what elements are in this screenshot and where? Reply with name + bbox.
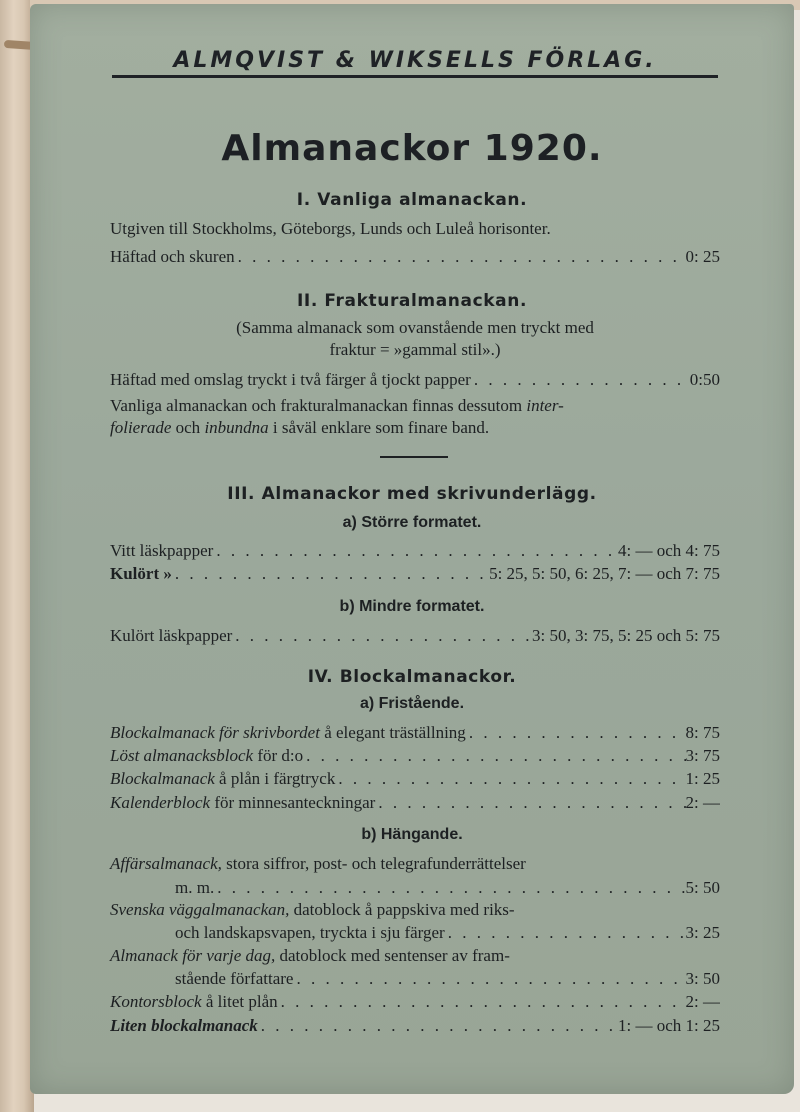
leader-dots	[335, 769, 685, 789]
item-italic: Kontorsblock	[110, 992, 202, 1011]
section-2-description-line-1: (Samma almanack som ovanstående men tryckt med	[236, 318, 594, 337]
leader-dots	[235, 247, 686, 267]
leader-dots	[445, 923, 686, 943]
item-text: å plån i färgtryck	[214, 769, 336, 788]
item-text: stora siffror, post- och telegrafunderrättelser	[221, 854, 526, 873]
entry-line	[110, 900, 720, 920]
item-label: Häftad och skuren	[110, 247, 235, 266]
section-2-note-line-2	[110, 418, 720, 438]
item-price: 4: — och 4: 75	[618, 541, 720, 560]
item-label	[110, 723, 466, 743]
item-text: å litet plån	[201, 992, 278, 1011]
section-4-subheading-b: b) Hängande.	[361, 826, 463, 843]
price-row	[175, 878, 720, 898]
leader-dots	[278, 992, 686, 1012]
leader-dots	[258, 1016, 618, 1036]
item-italic: Blockalmanack	[110, 769, 215, 788]
item-price: 8: 75	[685, 723, 720, 742]
item-label	[110, 564, 172, 584]
item-text: å elegant träställning	[319, 723, 466, 742]
leader-dots	[214, 878, 685, 898]
item-price: 2: —	[685, 992, 720, 1011]
item-price: 0:50	[689, 370, 720, 389]
item-label: och landskapsvapen, tryckta i sju färger	[175, 923, 445, 942]
item-label	[110, 992, 278, 1012]
book-spine	[0, 0, 34, 1112]
item-price: 1: — och 1: 25	[618, 1016, 720, 1035]
item-label: Kulört läskpapper	[110, 626, 233, 645]
price-row	[110, 1016, 720, 1036]
section-2-heading: II. Frakturalmanackan.	[297, 291, 527, 311]
catalog-page	[30, 4, 794, 1094]
publisher-header: ALMQVIST & WIKSELLS FÖRLAG.	[112, 48, 718, 78]
section-3-heading: III. Almanackor med skrivunderlägg.	[227, 484, 597, 504]
item-italic: Almanack för varje dag,	[110, 946, 276, 965]
price-row	[110, 746, 720, 766]
section-2-note-line-1	[110, 396, 720, 416]
item-label	[110, 746, 303, 766]
item-price: 3: 25	[685, 923, 720, 942]
item-price: 5: 50	[685, 878, 720, 897]
section-3-subheading-a: a) Större formatet.	[342, 514, 482, 531]
note-text: i såväl enklare som finare band.	[268, 418, 490, 437]
item-text: för minnesanteckningar	[210, 793, 376, 812]
section-4-heading: IV. Blockalmanackor.	[307, 667, 517, 687]
item-label: Häftad med omslag tryckt i två färger å tjockt papper	[110, 370, 471, 389]
item-italic: Liten blockalmanack	[110, 1016, 258, 1035]
leader-dots	[466, 723, 686, 743]
price-row	[110, 723, 720, 743]
item-price: 3: 50, 3: 75, 5: 25 och 5: 75	[532, 626, 720, 645]
price-row	[110, 626, 720, 646]
item-label: stående författare	[175, 969, 294, 988]
price-row	[110, 247, 720, 267]
leader-dots	[303, 746, 685, 766]
item-price: 1: 25	[685, 769, 720, 788]
item-italic: Affärsalmanack,	[110, 854, 222, 873]
item-price: 0: 25	[685, 247, 720, 266]
leader-dots	[375, 793, 685, 813]
price-row	[175, 923, 720, 943]
item-italic: Blockalmanack för skrivbordet	[110, 723, 320, 742]
item-price: 3: 75	[685, 746, 720, 765]
leader-dots	[213, 541, 618, 561]
price-row	[110, 541, 720, 561]
leader-dots	[232, 626, 532, 646]
section-divider	[380, 456, 448, 458]
note-text: och	[171, 418, 205, 437]
section-4-subheading-a: a) Fristående.	[359, 695, 465, 712]
item-italic: Svenska väggalmanackan,	[110, 900, 290, 919]
leader-dots	[471, 370, 690, 390]
item-price: 5: 25, 5: 50, 6: 25, 7: — och 7: 75	[489, 564, 720, 583]
leader-dots	[293, 969, 685, 989]
price-row	[110, 769, 720, 789]
leader-dots	[172, 564, 489, 584]
item-label	[110, 1016, 258, 1036]
note-text: Vanliga almanackan och frakturalmanackan finnas dessutom	[110, 396, 527, 415]
price-row	[110, 793, 720, 813]
item-text: datoblock å pappskiva med riks-	[289, 900, 515, 919]
section-2-description-line-2: fraktur = »gammal stil».)	[329, 340, 501, 359]
price-row	[110, 564, 720, 584]
item-label	[110, 793, 375, 813]
price-row	[175, 969, 720, 989]
page-title: Almanackor 1920.	[221, 128, 603, 169]
item-label	[110, 769, 335, 789]
item-italic: Löst almanacksblock	[110, 746, 254, 765]
section-1-description: Utgiven till Stockholms, Göteborgs, Lunds och Luleå horisonter.	[110, 219, 551, 238]
section-3-subheading-b: b) Mindre formatet.	[339, 598, 485, 615]
price-row	[110, 370, 720, 390]
item-price: 2: —	[685, 793, 720, 812]
item-italic: Kalenderblock	[110, 793, 211, 812]
item-price: 3: 50	[685, 969, 720, 988]
note-italic: folierade	[110, 418, 172, 437]
entry-line	[110, 946, 720, 966]
price-row	[110, 992, 720, 1012]
item-text: för d:o	[253, 746, 304, 765]
entry-line	[110, 854, 720, 874]
item-label: Vitt läskpapper	[110, 541, 214, 560]
section-1-heading: I. Vanliga almanackan.	[296, 190, 528, 210]
note-italic: inbundna	[204, 418, 269, 437]
note-italic: inter-	[526, 396, 564, 415]
item-label-text: Kulört »	[110, 564, 172, 583]
item-text: datoblock med sentenser av fram-	[275, 946, 510, 965]
item-label: m. m.	[175, 878, 215, 897]
